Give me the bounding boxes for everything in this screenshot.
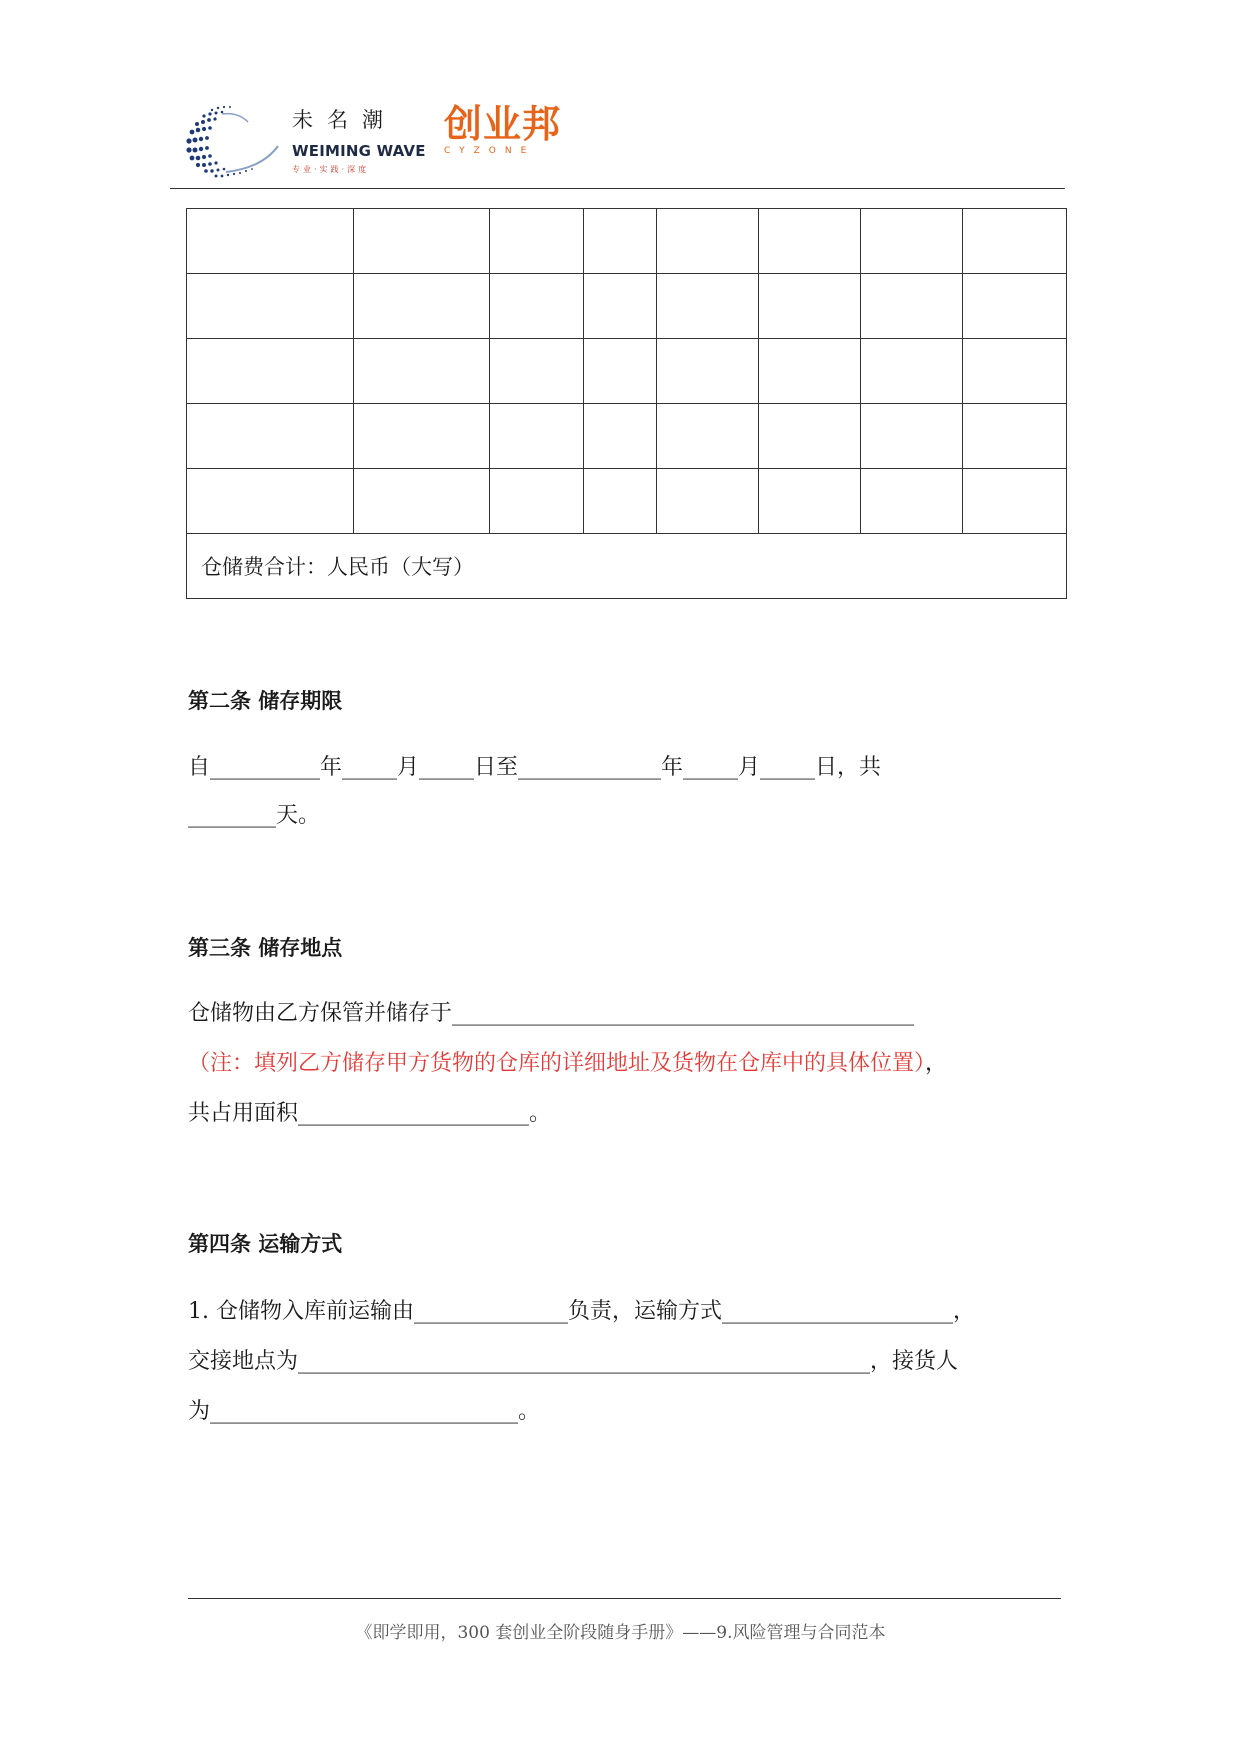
table-cell[interactable] [861,339,963,404]
table-cell[interactable] [354,469,490,534]
article-3-heading: 第三条 储存地点 [188,936,343,960]
weiming-wave-logo-icon [182,102,282,182]
page-footer: 《即学即用，300 套创业全阶段随身手册》——9.风险管理与合同范本 [355,1623,886,1643]
table-cell[interactable] [584,404,657,469]
table-cell[interactable] [963,404,1067,469]
table-cell[interactable] [187,274,354,339]
article-4-line-2: 交接地点为____________________________________________________，接货人 [188,1349,959,1374]
article-3-note-line [188,1046,947,1077]
table-cell[interactable] [759,274,861,339]
logo-tagline: 专业·实践·深度 [292,165,370,174]
article-3-line-1: 仓储物由乙方保管并储存于__________________________________________ [188,1001,915,1026]
table-cell[interactable] [584,274,657,339]
article-4-heading: 第四条 运输方式 [188,1232,343,1256]
table-cell[interactable] [657,404,759,469]
table-cell[interactable] [490,209,584,274]
table-cell[interactable] [759,469,861,534]
table-cell[interactable] [187,339,354,404]
table-cell[interactable] [490,469,584,534]
table-cell[interactable] [657,209,759,274]
table-cell[interactable] [963,209,1067,274]
table-row [187,469,1067,534]
table-cell[interactable] [584,209,657,274]
table-cell[interactable] [187,209,354,274]
table-cell[interactable] [584,339,657,404]
header-divider [170,188,1065,189]
article-3-note-tail: ， [925,1051,948,1076]
table-cell[interactable] [490,404,584,469]
table-cell[interactable] [759,404,861,469]
table-cell[interactable] [584,469,657,534]
table-cell[interactable] [354,274,490,339]
cyzone-logo [444,104,561,156]
table-total-row [187,534,1067,599]
cyzone-chinese-name: 创业邦 [444,102,562,146]
table-row [187,274,1067,339]
article-4-line-3: 为____________________________。 [188,1399,541,1424]
logo-english-name: WEIMING WAVE [292,142,426,160]
table-cell[interactable] [657,469,759,534]
table-cell[interactable] [354,339,490,404]
table-cell[interactable] [657,339,759,404]
article-3-note: （注：填列乙方储存甲方货物的仓库的详细地址及货物在仓库中的具体位置） [188,1051,926,1076]
table-cell[interactable] [657,274,759,339]
table-cell[interactable] [963,274,1067,339]
article-2-line-2: ________天。 [188,803,321,828]
footer-divider [188,1598,1061,1599]
table-cell[interactable] [354,209,490,274]
table-cell[interactable] [759,209,861,274]
table-cell[interactable] [187,469,354,534]
table-row [187,339,1067,404]
table-row [187,209,1067,274]
table-cell[interactable] [354,404,490,469]
table-cell[interactable] [861,404,963,469]
table-cell[interactable] [861,469,963,534]
table-cell[interactable] [490,274,584,339]
storage-fee-table [186,208,1067,599]
storage-fee-total-cell[interactable] [187,534,1067,599]
table-cell[interactable] [861,274,963,339]
table-cell[interactable] [759,339,861,404]
article-3-line-3: 共占用面积_____________________。 [188,1101,552,1126]
cyzone-english-name: CYZONE [444,146,536,156]
page-header [170,92,1070,182]
storage-fee-total-label: 仓储费合计：人民币（大写） [201,555,474,579]
logo-chinese-name: 未名潮 [292,108,397,132]
table-cell[interactable] [963,469,1067,534]
table-cell[interactable] [861,209,963,274]
article-2-heading: 第二条 储存期限 [188,689,343,713]
article-4-line-1: 1. 仓储物入库前运输由______________负责，运输方式_____________________， [188,1299,975,1324]
table-cell[interactable] [963,339,1067,404]
weiming-wave-wordmark [292,104,426,175]
table-cell[interactable] [187,404,354,469]
article-2-line-1: 自__________年_____月_____日至_____________年_____月_____日，共 [188,755,882,780]
table-row [187,404,1067,469]
table-cell[interactable] [490,339,584,404]
